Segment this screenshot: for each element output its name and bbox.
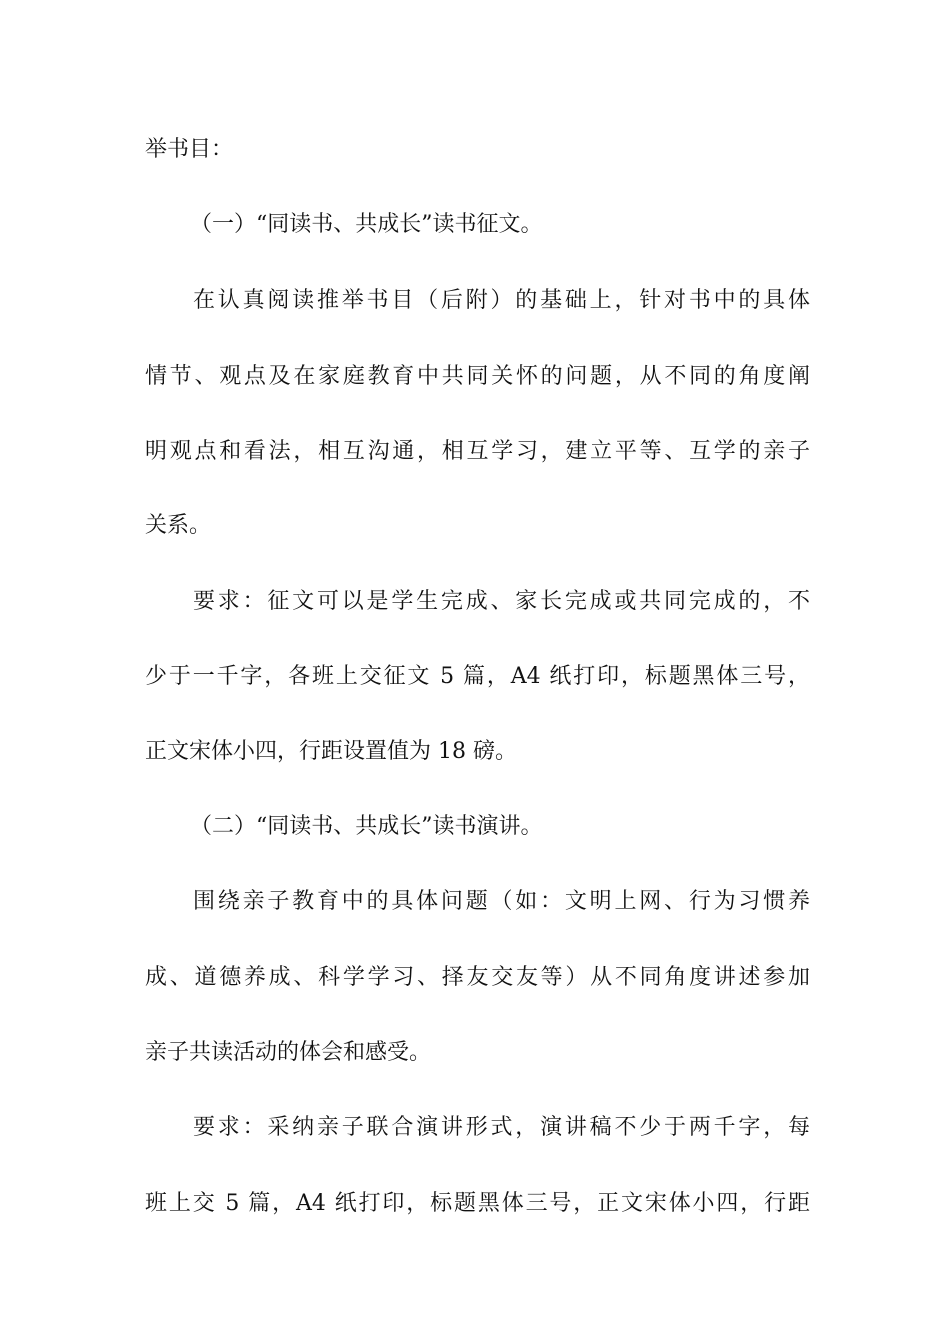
paragraph-line: 围绕亲子教育中的具体问题（如：文明上网、行为习惯养 <box>193 889 810 914</box>
requirement-line: 班上交 5 篇，A4 纸打印，标题黑体三号，正文宋体小四，行距 <box>145 1191 810 1216</box>
paragraph-line: 关系。 <box>145 513 212 538</box>
requirement-line: 正文宋体小四，行距设置值为 18 磅。 <box>145 739 517 764</box>
paragraph-line: 情节、观点及在家庭教育中共同关怀的问题，从不同的角度阐 <box>145 364 810 389</box>
paragraph-line: 成、道德养成、科学学习、择友交友等）从不同角度讲述参加 <box>145 965 810 990</box>
section-heading-essay: （一）“同读书、共成长”读书征文。 <box>190 212 543 237</box>
requirement-line: 要求：征文可以是学生完成、家长完成或共同完成的，不 <box>193 589 810 614</box>
section-heading-speech: （二）“同读书、共成长”读书演讲。 <box>190 814 543 839</box>
requirement-line: 少于一千字，各班上交征文 5 篇，A4 纸打印，标题黑体三号， <box>145 664 810 689</box>
requirement-line: 要求：采纳亲子联合演讲形式，演讲稿不少于两千字，每 <box>193 1115 810 1140</box>
paragraph-line: 亲子共读活动的体会和感受。 <box>145 1040 432 1065</box>
paragraph-line: 在认真阅读推举书目（后附）的基础上，针对书中的具体 <box>193 288 810 313</box>
text-line-continuation: 举书目： <box>145 137 234 162</box>
paragraph-line: 明观点和看法，相互沟通，相互学习，建立平等、互学的亲子 <box>145 439 810 464</box>
